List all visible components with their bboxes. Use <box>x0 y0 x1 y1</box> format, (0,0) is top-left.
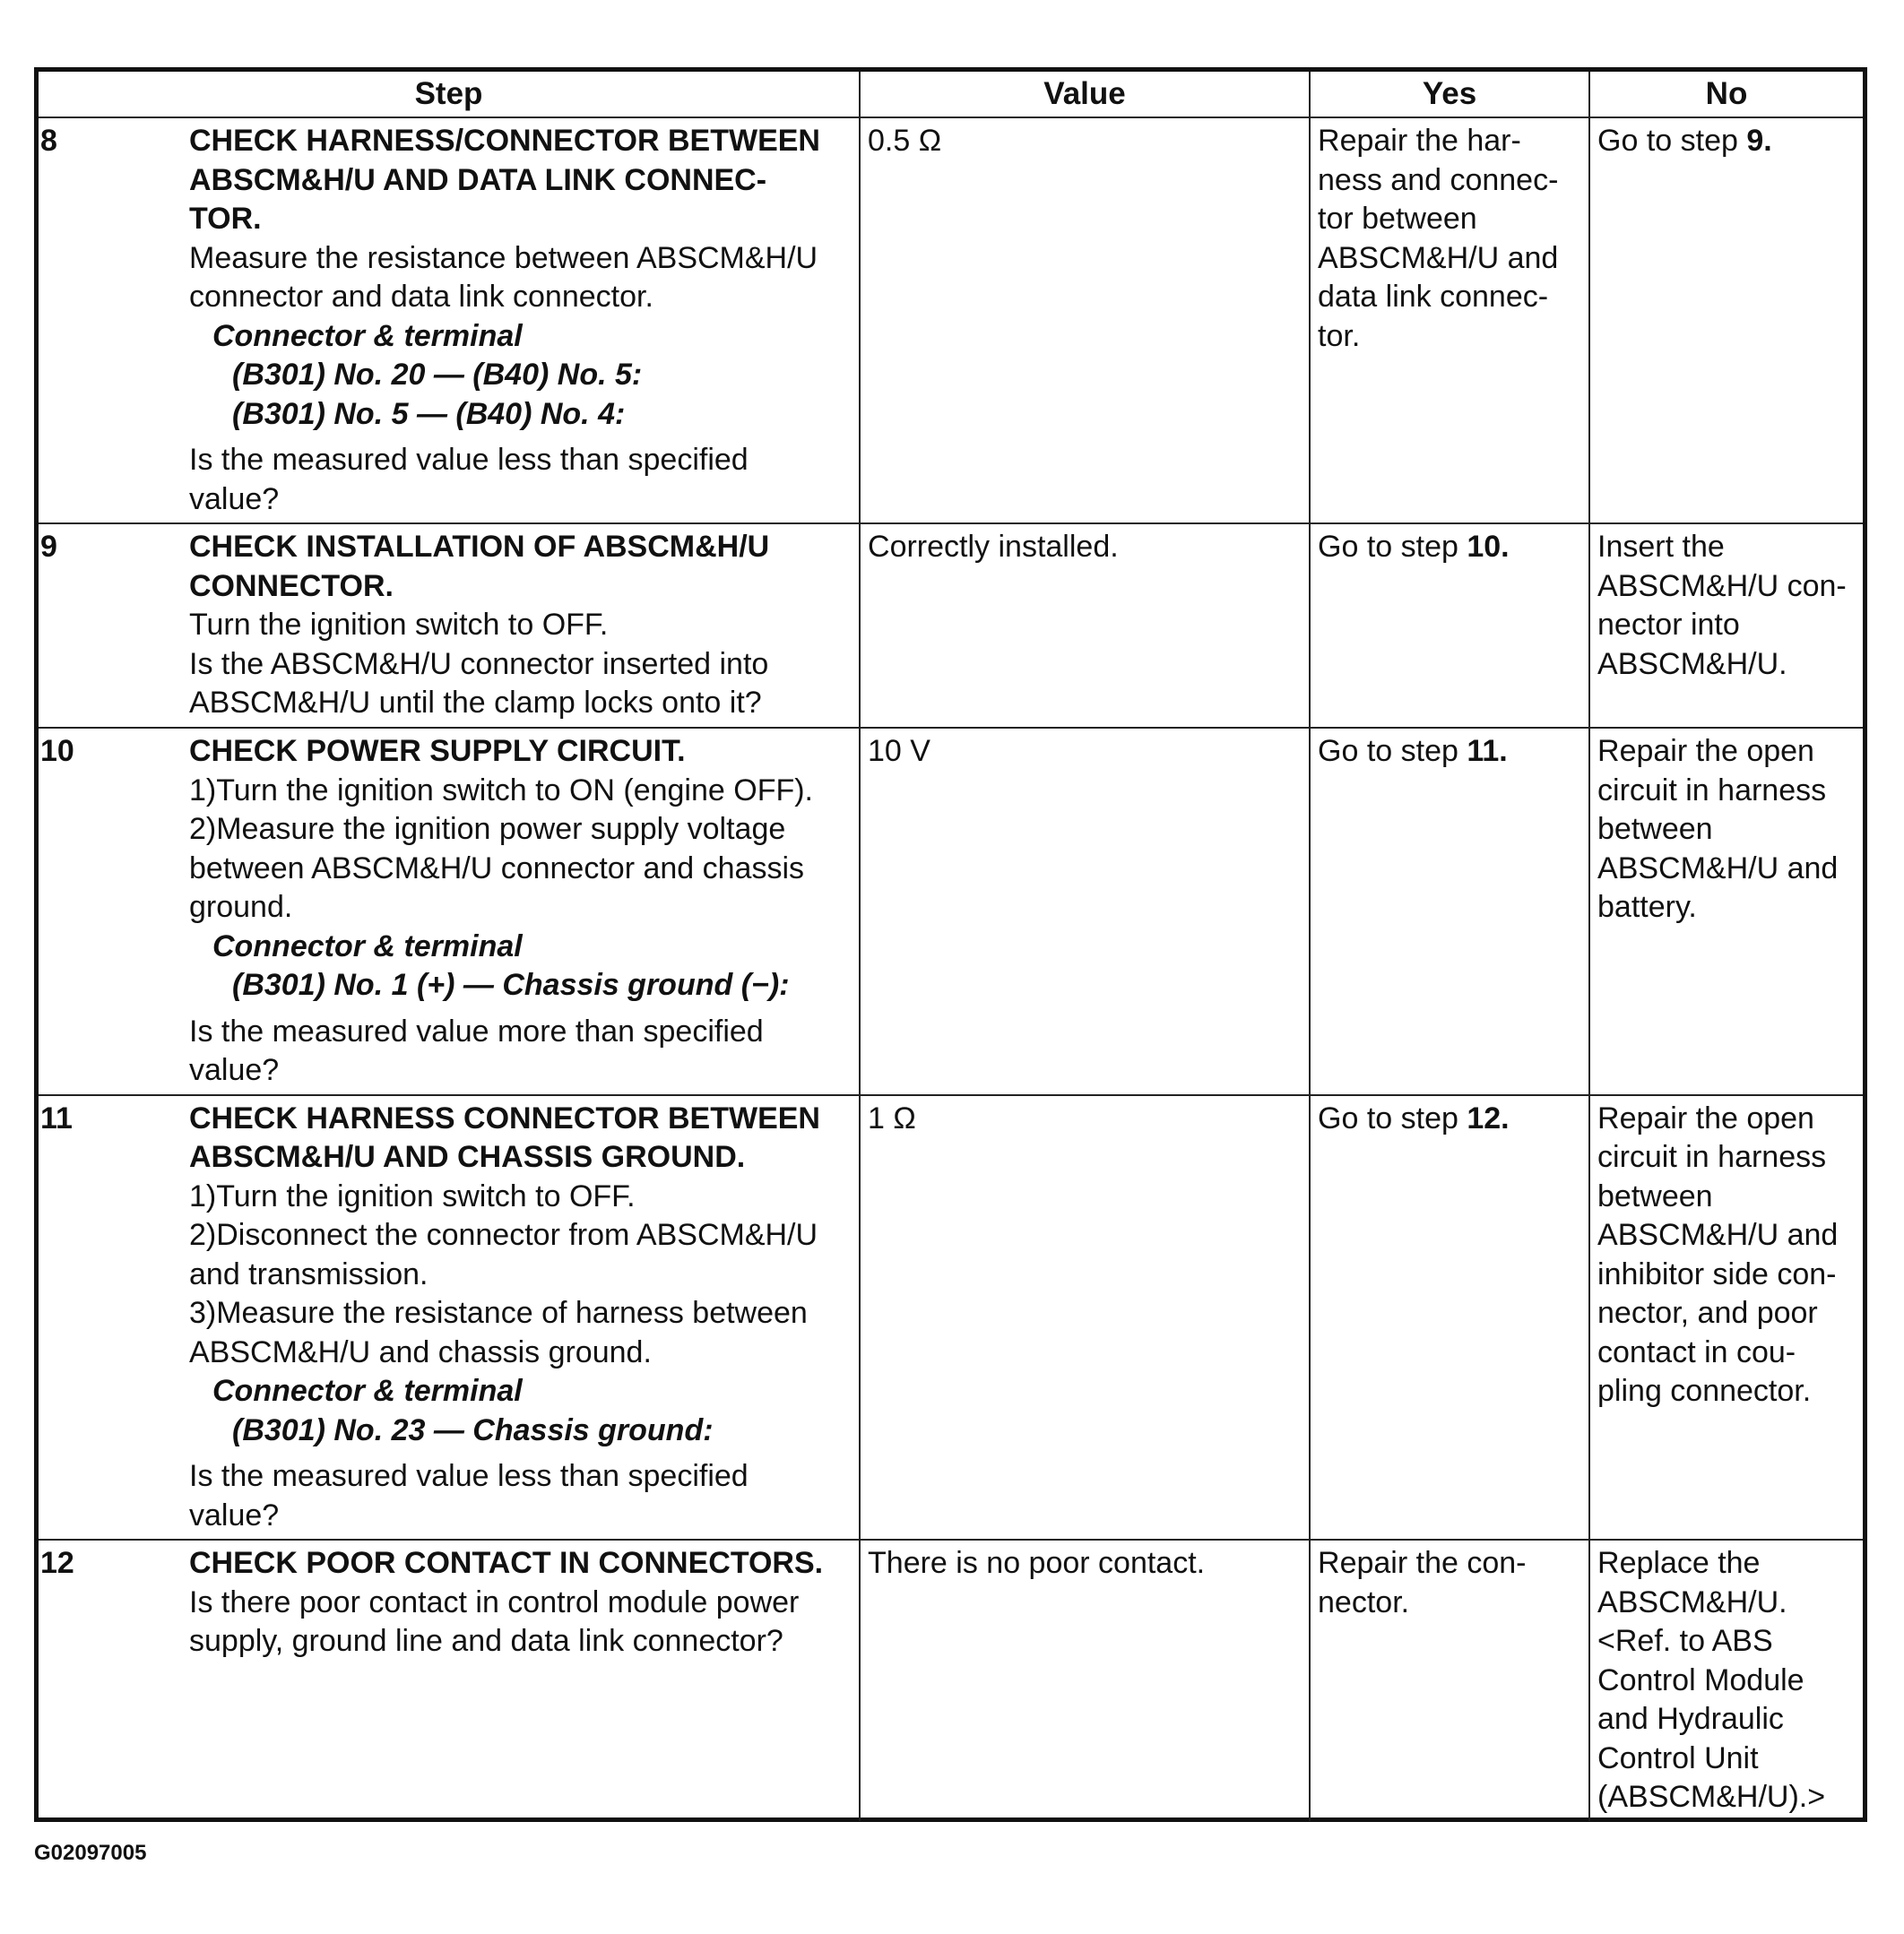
step-description <box>189 523 860 728</box>
no-line: circuit in harness <box>1597 1140 1827 1174</box>
yes-step-ref: 11. <box>1467 734 1508 768</box>
diagnostic-table <box>34 67 1867 1822</box>
no-line: <Ref. to ABS <box>1597 1624 1773 1658</box>
step-number: 11 <box>39 1095 189 1541</box>
step-body-line: between ABSCM&H/U connector and chassis <box>189 850 805 885</box>
step-title-line: CHECK POOR CONTACT IN CONNECTORS. <box>189 1546 824 1580</box>
step-question-line: Is the measured value less than specified <box>189 1459 749 1493</box>
step-body-line: ABSCM&H/U and chassis ground. <box>189 1334 652 1369</box>
step-body-line: Turn the ignition switch to OFF. <box>189 608 609 642</box>
no-line: contact in cou- <box>1597 1334 1796 1369</box>
step-body-line: ground. <box>189 890 293 924</box>
step-body-line: Is there poor contact in control module power <box>189 1584 800 1619</box>
no-line: between <box>1597 812 1713 846</box>
step-question-line: Is the measured value less than specified <box>189 443 749 477</box>
terminal-spec: (B301) No. 1 (+) — Chassis ground (−): <box>232 968 790 1002</box>
no-line: ABSCM&H/U con- <box>1597 568 1847 603</box>
no-cell <box>1589 1540 1863 1821</box>
step-body-line: connector and data link connector. <box>189 280 653 314</box>
step-description <box>189 728 860 1095</box>
step-body-line: 3)Measure the resistance of harness between <box>189 1296 808 1330</box>
step-number: 12 <box>40 1546 74 1580</box>
yes-line: Repair the har- <box>1318 124 1521 158</box>
step-body-line: Measure the resistance between ABSCM&H/U <box>189 240 818 275</box>
no-line: Control Unit <box>1597 1740 1759 1775</box>
step-number: 9 <box>39 523 189 728</box>
header-step: Step <box>39 72 860 117</box>
step-title-line: CONNECTOR. <box>189 568 394 603</box>
table-row <box>39 1095 1863 1541</box>
no-line: ABSCM&H/U. <box>1597 1584 1787 1619</box>
no-cell <box>1589 1095 1863 1541</box>
no-line: nector into <box>1597 608 1740 642</box>
step-title-line: CHECK INSTALLATION OF ABSCM&H/U <box>189 530 770 564</box>
yes-line: ness and connec- <box>1318 162 1559 197</box>
table-row <box>39 728 1863 1095</box>
step-title-line: CHECK HARNESS/CONNECTOR BETWEEN <box>189 124 820 158</box>
table-row <box>39 117 1863 523</box>
step-question-line: value? <box>189 1053 280 1087</box>
header-no: No <box>1589 72 1863 117</box>
no-step-ref: 9. <box>1746 124 1772 158</box>
no-line: Repair the open <box>1597 734 1814 768</box>
yes-text: Go to step <box>1318 530 1467 564</box>
no-line: Insert the <box>1597 530 1725 564</box>
step-question <box>189 441 853 519</box>
step-body-line: 1)Turn the ignition switch to OFF. <box>189 1179 636 1213</box>
step-question-line: Is the measured value more than specified <box>189 1014 764 1049</box>
value-cell: There is no poor contact. <box>860 1540 1310 1821</box>
step-body-line: 2)Measure the ignition power supply voltage <box>189 812 786 846</box>
no-line: Replace the <box>1597 1546 1761 1580</box>
diagnostic-table-grid <box>39 72 1863 1821</box>
no-line: battery. <box>1597 890 1697 924</box>
value-cell: Correctly installed. <box>860 523 1310 728</box>
no-line: ABSCM&H/U and <box>1597 850 1839 885</box>
table-row <box>39 1540 1863 1821</box>
value-cell: 0.5 Ω <box>860 117 1310 523</box>
no-line: pling connector. <box>1597 1374 1812 1408</box>
connector-terminal-heading: Connector & terminal <box>212 1374 523 1408</box>
terminal-spec: (B301) No. 5 — (B40) No. 4: <box>232 396 626 431</box>
header-row <box>39 72 1863 117</box>
step-description <box>189 1540 860 1821</box>
no-line: Repair the open <box>1597 1101 1814 1135</box>
step-title-line: CHECK POWER SUPPLY CIRCUIT. <box>189 734 686 768</box>
step-question <box>189 1457 853 1535</box>
no-line: circuit in harness <box>1597 773 1827 807</box>
step-body-line: 2)Disconnect the connector from ABSCM&H/U <box>189 1218 818 1252</box>
yes-cell <box>1310 1540 1589 1821</box>
no-line: inhibitor side con- <box>1597 1256 1837 1291</box>
no-line: between <box>1597 1179 1713 1213</box>
no-line: nector, and poor <box>1597 1296 1818 1330</box>
step-number: 8 <box>39 117 189 523</box>
step-title-line: CHECK HARNESS CONNECTOR BETWEEN <box>189 1101 820 1135</box>
terminal-spec: (B301) No. 23 — Chassis ground: <box>232 1412 714 1447</box>
yes-step-ref: 10. <box>1467 530 1510 564</box>
yes-cell <box>1310 1095 1589 1541</box>
no-line: (ABSCM&H/U).> <box>1597 1780 1826 1814</box>
table-row <box>39 523 1863 728</box>
no-line: and Hydraulic <box>1597 1702 1784 1736</box>
value-cell: 1 Ω <box>860 1095 1310 1541</box>
yes-step-ref: 12. <box>1467 1101 1510 1135</box>
step-title-line: ABSCM&H/U AND CHASSIS GROUND. <box>189 1140 746 1174</box>
yes-line: nector. <box>1318 1584 1410 1619</box>
no-line: ABSCM&H/U and <box>1597 1218 1839 1252</box>
yes-line: tor. <box>1318 318 1361 353</box>
no-text: Go to step <box>1597 124 1747 158</box>
step-body-line: 1)Turn the ignition switch to ON (engine OFF). <box>189 773 814 807</box>
header-yes: Yes <box>1310 72 1589 117</box>
no-cell <box>1589 117 1863 523</box>
no-line: Control Module <box>1597 1662 1804 1697</box>
no-cell <box>1589 523 1863 728</box>
yes-cell <box>1310 117 1589 523</box>
header-value: Value <box>860 72 1310 117</box>
step-title-line: ABSCM&H/U AND DATA LINK CONNEC- <box>189 162 767 197</box>
no-line: ABSCM&H/U. <box>1597 646 1787 681</box>
step-title-line: TOR. <box>189 202 262 236</box>
yes-line: tor between <box>1318 202 1477 236</box>
yes-cell <box>1310 523 1589 728</box>
value-cell: 10 V <box>860 728 1310 1095</box>
connector-terminal-heading: Connector & terminal <box>212 318 523 353</box>
yes-line: Repair the con- <box>1318 1546 1527 1580</box>
yes-text: Go to step <box>1318 734 1467 768</box>
step-body-line: Is the ABSCM&H/U connector inserted into <box>189 646 769 681</box>
step-number: 10 <box>39 728 189 1095</box>
no-cell <box>1589 728 1863 1095</box>
yes-line: data link connec- <box>1318 280 1549 314</box>
step-question-line: value? <box>189 1498 280 1533</box>
connector-terminal-heading: Connector & terminal <box>212 928 523 963</box>
yes-text: Go to step <box>1318 1101 1467 1135</box>
step-question-line: value? <box>189 481 280 516</box>
step-body-line: and transmission. <box>189 1256 428 1291</box>
terminal-spec: (B301) No. 20 — (B40) No. 5: <box>232 358 643 392</box>
step-question <box>189 1013 853 1091</box>
step-body-line: supply, ground line and data link connector? <box>189 1624 783 1658</box>
yes-line: ABSCM&H/U and <box>1318 240 1559 275</box>
figure-code: G02097005 <box>34 1841 147 1865</box>
step-description <box>189 1095 860 1541</box>
step-body-line: ABSCM&H/U until the clamp locks onto it? <box>189 686 762 720</box>
step-description <box>189 117 860 523</box>
yes-cell <box>1310 728 1589 1095</box>
